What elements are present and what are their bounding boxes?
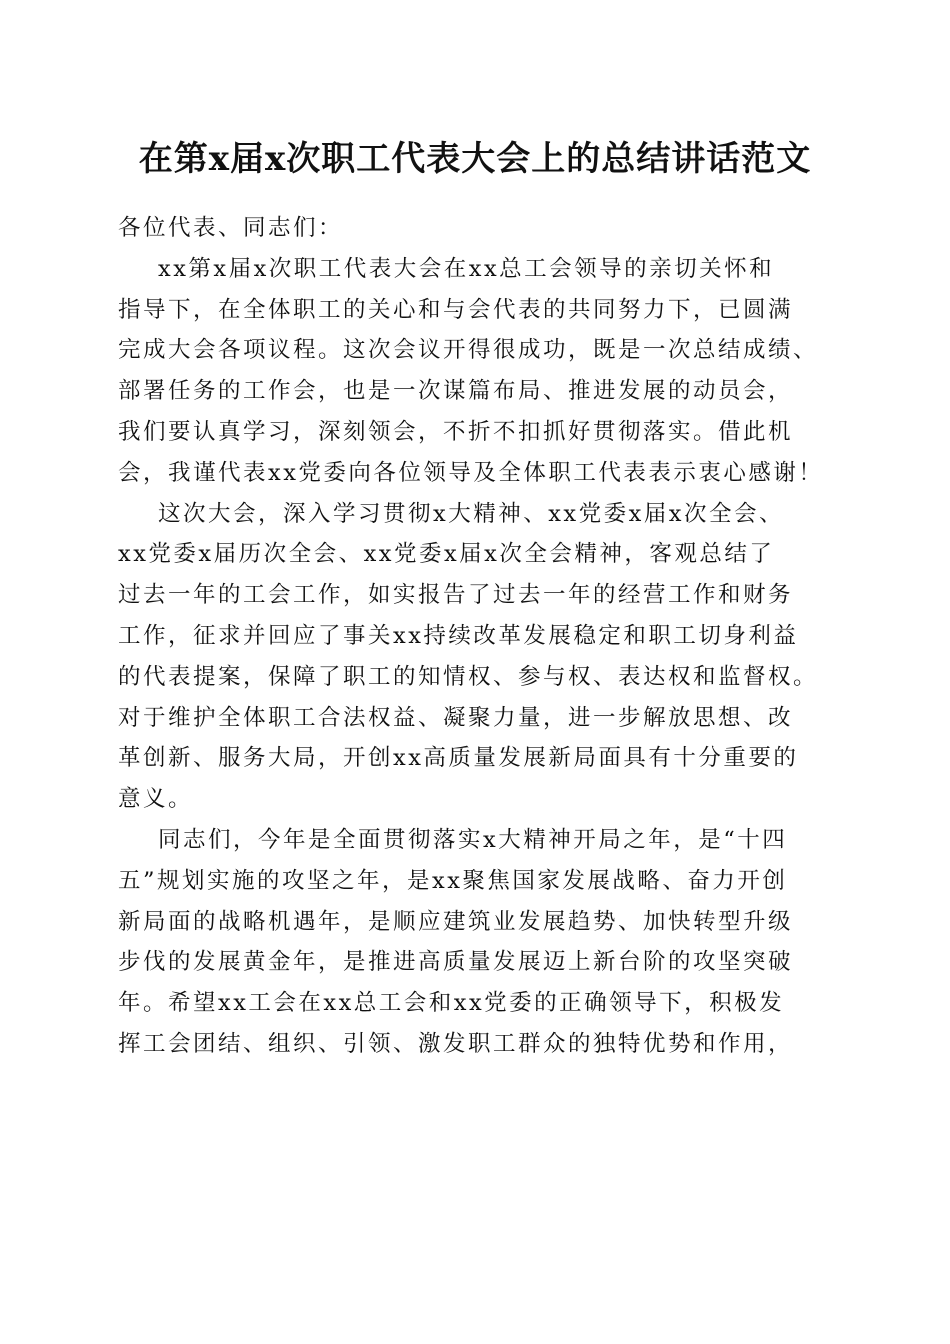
paragraph-line: 新局面的战略机遇年，是顺应建筑业发展趋势、加快转型升级 (118, 908, 794, 935)
paragraph-line: 部署任务的工作会，也是一次谋篇布局、推进发展的动员会， (118, 378, 794, 405)
salutation: 各位代表、同志们： (118, 215, 344, 241)
paragraph-line: 会，我谨代表xx党委向各位领导及全体职工代表表示衷心感谢！ (118, 459, 824, 486)
paragraph-line: 这次大会，深入学习贯彻x大精神、xx党委x届x次全会、 (158, 500, 784, 527)
paragraph-line: 对于维护全体职工合法权益、凝聚力量，进一步解放思想、改 (118, 704, 794, 731)
paragraph-line: 年。希望xx工会在xx总工会和xx党委的正确领导下，积极发 (118, 990, 785, 1017)
paragraph-line: 革创新、服务大局，开创xx高质量发展新局面具有十分重要的 (118, 745, 799, 772)
paragraph-line: 挥工会团结、组织、引领、激发职工群众的独特优势和作用， (118, 1030, 794, 1057)
paragraph-line: xx党委x届历次全会、xx党委x届x次全会精神，客观总结了 (118, 541, 775, 568)
paragraph-line: 我们要认真学习，深刻领会，不折不扣抓好贯彻落实。借此机 (118, 418, 794, 445)
paragraph-line: 工作，征求并回应了事关xx持续改革发展稳定和职工切身利益 (118, 622, 799, 649)
paragraph-line: 步伐的发展黄金年，是推进高质量发展迈上新台阶的攻坚突破 (118, 949, 794, 976)
document-title: 在第x届x次职工代表大会上的总结讲话范文 (138, 139, 812, 179)
paragraph-line: 过去一年的工会工作，如实报告了过去一年的经营工作和财务 (118, 582, 794, 609)
paragraph-line: 指导下，在全体职工的关心和与会代表的共同努力下，已圆满 (118, 296, 794, 323)
paragraph-line: 的代表提案，保障了职工的知情权、参与权、表达权和监督权。 (118, 663, 819, 690)
document-body (118, 208, 840, 1065)
paragraph-line: 完成大会各项议程。这次会议开得很成功，既是一次总结成绩、 (118, 337, 819, 364)
paragraph-line: xx第x届x次职工代表大会在xx总工会领导的亲切关怀和 (158, 255, 775, 282)
paragraph-line: 同志们，今年是全面贯彻落实x大精神开局之年，是“十四 (158, 826, 788, 853)
paragraph-2 (118, 494, 840, 820)
paragraph-3 (118, 820, 840, 1065)
paragraph-line: 意义。 (118, 786, 194, 813)
paragraph-line: 五”规划实施的攻坚之年，是xx聚焦国家发展战略、奋力开创 (118, 867, 788, 894)
paragraph-1 (118, 249, 840, 494)
